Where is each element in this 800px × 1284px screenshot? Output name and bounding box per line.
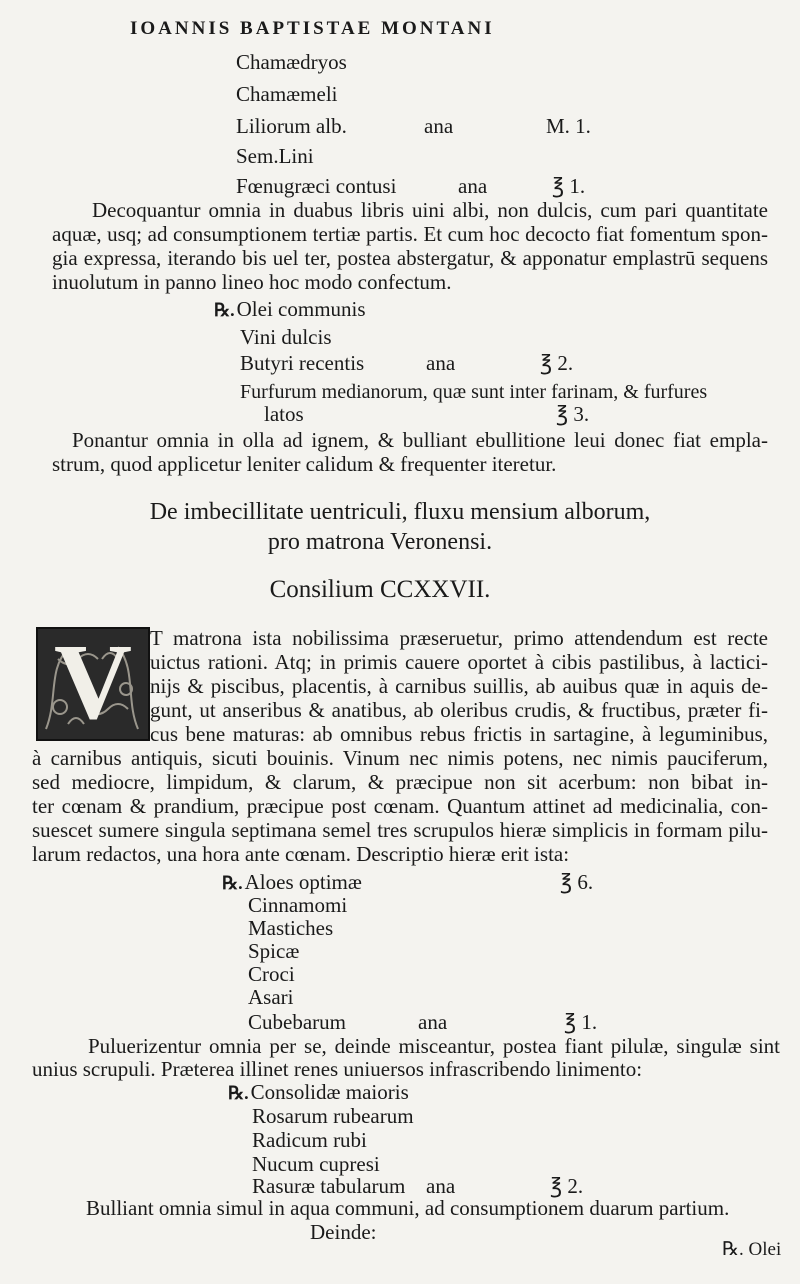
paragraph-line: inuolutum in panno lineo hoc modo confectum. — [52, 270, 452, 294]
paragraph-line: uictus rationi. Atq; in primis cauere oportet à cibis pastilibus, à lactici- — [150, 650, 768, 674]
recipe2-item: Butyri recentis — [240, 351, 365, 375]
paragraph-line: gia expressa, iterando bis uel ter, postea abstergatur, & apponatur emplastrū sequens — [52, 246, 768, 270]
paragraph-line: suescet sumere singula septimana semel tres scrupulos hieræ simplicis in formam pilu- — [32, 818, 768, 842]
ana-label: ana — [426, 351, 456, 375]
recipe2-item: ℞.Olei communis — [214, 297, 366, 321]
dose-label: ℥ 2. — [540, 351, 574, 375]
dose-label: ℥ 6. — [560, 870, 594, 894]
dose-label: ℥ 3. — [556, 402, 590, 426]
paragraph-line: strum, quod applicetur leniter calidum & frequenter iteretur. — [52, 452, 557, 476]
catchword: ℞. Olei — [722, 1239, 782, 1260]
paragraph-line: Puluerizentur omnia per se, deinde misceantur, postea fiant pilulæ, singulæ sint — [88, 1034, 780, 1058]
running-header: IOANNIS BAPTISTAE MONTANI — [130, 18, 495, 39]
paragraph-line: larum redactos, una hora ante cœnam. Descriptio hieræ erit ista: — [32, 842, 570, 866]
paragraph-line: nijs & piscibus, placentis, à carnibus suillis, ab auibus quæ in aquis de- — [150, 674, 768, 698]
deinde-label: Deinde: — [310, 1220, 377, 1244]
recipe3-item: Mastiches — [248, 916, 334, 940]
paragraph-line: Bulliant omnia simul in aqua communi, ad consumptionem duarum partium. — [86, 1196, 730, 1220]
recipe-symbol: ℞. — [214, 300, 235, 320]
recipe3-item: Cubebarum — [248, 1010, 346, 1034]
paragraph-line: aquæ, usq; ad consumptionem tertiæ partis. Et cum hoc decocto fiat fomentum spon- — [52, 222, 768, 246]
paragraph-line: gunt, ut anseribus & anatibus, ab oleribus crudis, & fructibus, præter fi- — [150, 698, 768, 722]
paragraph-line: Ponantur omnia in olla ad ignem, & bulliant ebullitione leui donec fiat empla- — [72, 428, 768, 452]
recipe1-item: Chamædryos — [236, 50, 347, 74]
recipe3-item: ℞.Aloes optimæ — [222, 870, 362, 894]
recipe-symbol: ℞. — [228, 1083, 249, 1103]
recipe4-item: Nucum cupresi — [252, 1152, 380, 1176]
initial-letter: V — [54, 623, 132, 742]
dose-label: ℥ 2. — [550, 1174, 584, 1198]
recipe1-item: Chamæmeli — [236, 82, 338, 106]
recipe-symbol: ℞. — [222, 873, 243, 893]
recipe3-item: Spicæ — [248, 939, 300, 963]
recipe3-item: Cinnamomi — [248, 893, 348, 917]
paragraph-line: Decoquantur omnia in duabus libris uini albi, non dulcis, cum pari quantitate — [92, 198, 768, 222]
ana-label: ana — [418, 1010, 448, 1034]
recipe3-item: Asari — [248, 985, 294, 1009]
consilium-heading: Consilium CCXXVII. — [269, 576, 491, 603]
section-title-line: De imbecillitate uentriculi, fluxu mensium alborum, — [149, 499, 651, 525]
ana-label: ana — [426, 1174, 456, 1198]
recipe4-item: ℞.Consolidæ maioris — [228, 1080, 409, 1104]
paragraph-line: ter cœnam & prandium, præcipue post cœnam. Quantum attinet ad medicinalia, con- — [32, 794, 768, 818]
dose-label: ℥ 1. — [564, 1010, 598, 1034]
section-title-line: pro matrona Veronensi. — [267, 529, 493, 555]
recipe1-item: Sem.Lini — [236, 144, 314, 168]
recipe3-item: Croci — [248, 962, 295, 986]
recipe2-item: latos — [264, 402, 304, 426]
paragraph-line: cus bene maturas: ab omnibus rebus frictis in sartagine, à leguminibus, — [150, 722, 768, 746]
recipe2-item: Furfurum medianorum, quæ sunt inter farinam, & furfures — [240, 381, 708, 403]
paragraph-line: unius scrupuli. Præterea illinet renes uniuersos infrascribendo linimento: — [32, 1057, 643, 1081]
recipe2-item: Vini dulcis — [240, 325, 332, 349]
dose-label: M. 1. — [546, 114, 591, 138]
paragraph-line: T matrona ista nobilissima præseruetur, primo attendendum est recte — [150, 626, 768, 650]
recipe4-item: Radicum rubi — [252, 1128, 367, 1152]
ana-label: ana — [424, 114, 454, 138]
recipe1-item: Fœnugræci contusi — [236, 174, 397, 198]
recipe1-item: Liliorum alb. — [236, 114, 347, 138]
paragraph-line: à carnibus antiquis, sicuti bouinis. Vinum nec nimis potens, nec nimis pauciferum, — [32, 746, 768, 770]
recipe4-item: Rasuræ tabularum — [252, 1174, 406, 1198]
paragraph-line: sed mediocre, limpidum, & clarum, & præcipue non sit acerbum: non bibat in- — [32, 770, 768, 794]
dose-label: ℥ 1. — [552, 174, 586, 198]
recipe4-item: Rosarum rubearum — [252, 1104, 414, 1128]
ana-label: ana — [458, 174, 488, 198]
decorated-initial — [36, 623, 150, 742]
